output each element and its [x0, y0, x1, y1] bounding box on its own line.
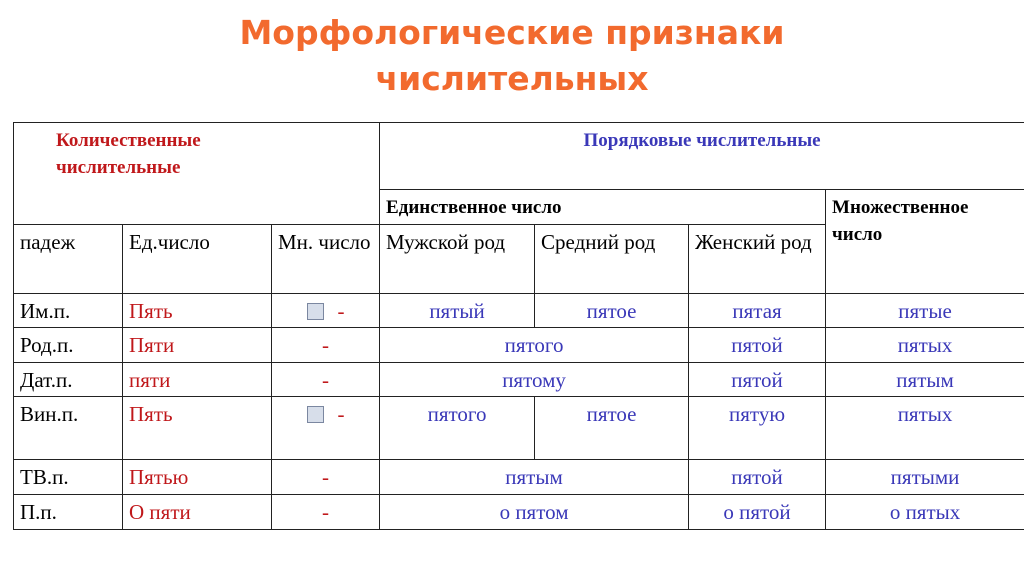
pl-cell: -: [272, 363, 380, 397]
masc-neut-cell: пятым: [380, 460, 689, 495]
table-row: [14, 294, 1024, 328]
table-row: [14, 363, 1024, 397]
header-row-1: [14, 123, 1024, 190]
case-cell: П.п.: [14, 495, 123, 530]
plural-cell: пятых: [826, 397, 1024, 460]
numerals-table: [13, 122, 1024, 530]
masc-neut-cell: пятого: [380, 328, 689, 363]
sg-cell: Пяти: [123, 328, 272, 363]
masc-neut-cell: пятому: [380, 363, 689, 397]
col-case: падеж: [14, 225, 123, 294]
pl-cell: -: [272, 397, 380, 460]
pl-cell: -: [272, 495, 380, 530]
singular-header: Единственное число: [380, 190, 826, 225]
masc-neut-cell: о пятом: [380, 495, 689, 530]
pl-cell: -: [272, 460, 380, 495]
case-cell: Дат.п.: [14, 363, 123, 397]
ordinal-header: Порядковые числительные: [380, 123, 1024, 190]
cardinal-header: Количественные числительные: [14, 123, 380, 225]
case-cell: Им.п.: [14, 294, 123, 328]
col-fem: Женский род: [689, 225, 826, 294]
case-cell: ТВ.п.: [14, 460, 123, 495]
pl-cell: -: [272, 294, 380, 328]
col-sg: Ед.число: [123, 225, 272, 294]
plural-cell: пятым: [826, 363, 1024, 397]
sg-cell: Пятью: [123, 460, 272, 495]
col-neut: Средний род: [535, 225, 689, 294]
plural-header: Множественное число: [826, 190, 1024, 294]
col-pl: Мн. число: [272, 225, 380, 294]
fem-cell: пятая: [689, 294, 826, 328]
slide-title-line-2: числительных: [375, 59, 649, 98]
neut-cell: пятое: [535, 397, 689, 460]
case-cell: Род.п.: [14, 328, 123, 363]
masc-cell: пятого: [380, 397, 535, 460]
col-masc: Мужской род: [380, 225, 535, 294]
table-row: [14, 460, 1024, 495]
fem-cell: пятой: [689, 363, 826, 397]
fem-cell: пятой: [689, 328, 826, 363]
fem-cell: пятой: [689, 460, 826, 495]
masc-cell: пятый: [380, 294, 535, 328]
placeholder-square-icon: [307, 406, 324, 423]
sg-cell: О пяти: [123, 495, 272, 530]
table-row: [14, 397, 1024, 460]
pl-cell: -: [272, 328, 380, 363]
plural-cell: пятыми: [826, 460, 1024, 495]
fem-cell: о пятой: [689, 495, 826, 530]
plural-cell: пятые: [826, 294, 1024, 328]
sg-cell: Пять: [123, 294, 272, 328]
table-row: [14, 328, 1024, 363]
placeholder-square-icon: [307, 303, 324, 320]
table-row: [14, 495, 1024, 530]
slide-title: [0, 10, 1024, 102]
plural-cell: о пятых: [826, 495, 1024, 530]
case-cell: Вин.п.: [14, 397, 123, 460]
sg-cell: Пять: [123, 397, 272, 460]
slide-title-line-1: Морфологические признаки: [239, 13, 785, 52]
sg-cell: пяти: [123, 363, 272, 397]
neut-cell: пятое: [535, 294, 689, 328]
fem-cell: пятую: [689, 397, 826, 460]
plural-cell: пятых: [826, 328, 1024, 363]
